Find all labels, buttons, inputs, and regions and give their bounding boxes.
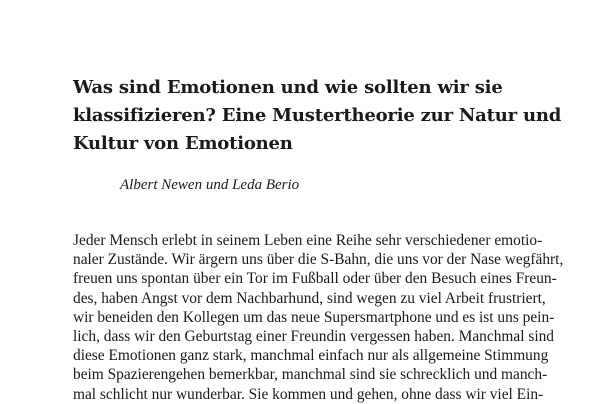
body-line: beim Spazierengehen bemerkbar, manchmal sind sie schrecklich und manch- — [73, 366, 548, 384]
body-line: freuen uns spontan über ein Tor im Fußball oder über den Besuch eines Freun- — [73, 270, 557, 288]
body-line: wir beneiden den Kollegen um das neue Supersmartphone und es ist uns pein- — [73, 308, 555, 326]
article-title — [73, 74, 562, 158]
title-line: klassifizieren? Eine Mustertheorie zur Natur und — [73, 105, 562, 126]
article-body — [73, 231, 564, 404]
body-line: lich, dass wir den Geburtstag einer Freundin vergessen haben. Manchmal sind — [73, 328, 554, 346]
title-line: Was sind Emotionen und wie sollten wir sie — [73, 77, 503, 98]
article-authors: Albert Newen und Leda Berio — [120, 177, 300, 193]
body-line: mal schlicht nur wunderbar. Sie kommen und gehen, ohne dass wir viel Ein- — [73, 385, 544, 403]
body-line: naler Zustände. Wir ärgern uns über die S-Bahn, die uns vor der Nase wegfährt, — [73, 251, 564, 269]
body-line: diese Emotionen ganz stark, manchmal einfach nur als allgemeine Stimmung — [73, 347, 549, 365]
title-line: Kultur von Emotionen — [73, 133, 293, 154]
body-line: Jeder Mensch erlebt in seinem Leben eine Reihe sehr verschiedener emotio- — [73, 232, 543, 249]
body-line: des, haben Angst vor dem Nachbarhund, sind wegen zu viel Arbeit frustriert, — [73, 289, 546, 307]
